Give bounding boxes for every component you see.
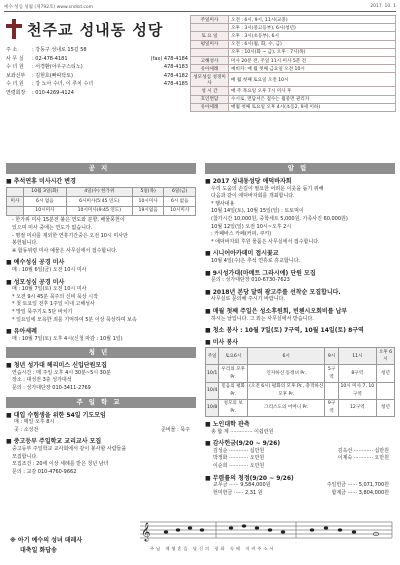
info-row [6, 89, 188, 98]
info-row [6, 46, 188, 55]
table-cell: 8구역 [338, 365, 376, 382]
schedule-key: 토 요 일 [191, 32, 229, 40]
schedule-row [191, 65, 396, 73]
text-line: * 첫 토요일 전후 1주일 이내 고해성사 [12, 301, 95, 308]
schedule-key: 고해성사 [191, 56, 229, 64]
psalm-line1: ※ 아기 예수의 성녀 데레사 [10, 537, 83, 544]
info-key: 수 녀 원 [6, 81, 24, 88]
text-line: 다음과 같이 애덕바자회를 개최합니다. [211, 193, 295, 200]
text-line: * 애덕바자회 후원 물품은 사무실에서 접수합니다. [211, 238, 320, 245]
section-body [205, 277, 395, 285]
text-line: 매 : 10월 7일(토) 오전 10시 미사 [12, 286, 87, 293]
schedule-value: 오후 : 3시(초등부), 6시 [229, 32, 396, 40]
schedule-value: 오후 : 3시(중고등부), 6시(청년) [229, 24, 396, 32]
schedule-key: 평일미사 [191, 40, 229, 48]
table-cell: 10시미사 [164, 206, 196, 216]
table-cell: 6시 없음 [23, 197, 66, 207]
text-line: 10월 12일(일) 오전 10시~오후 2시 [211, 223, 292, 230]
text-line: * 일요일에 모욕한 죄를 기억하여 5분 이상 묵상하며 보속 [12, 316, 137, 323]
list-item: 김옥선 ············ 십만원 [337, 447, 389, 454]
info-row [6, 55, 188, 64]
prayer-place: 곳 : 소성전 [14, 426, 39, 433]
table-cell: 우리의 모후 Pr. [219, 365, 248, 382]
parish-header [6, 16, 188, 98]
cross-icon [6, 19, 22, 39]
section-body [6, 267, 196, 275]
section-body [6, 286, 196, 324]
text-line: 중고등부 주일학교 교사회에서 같이 봉사할 사람들을 [12, 446, 127, 453]
table-row [206, 365, 395, 382]
right-column [205, 163, 395, 497]
prayer-time: 매 : 매일 오후 8시 [14, 419, 55, 426]
table-cell: 청년 [376, 399, 394, 416]
list-item: 이순희 ············ 오만원 [213, 463, 265, 469]
section-body [205, 429, 395, 437]
psalm-line2: 대축일 화답송 [20, 547, 57, 554]
info-key: 수 녀 원 [6, 64, 24, 71]
info-phone [150, 89, 188, 98]
text-line: 모집조건 : 20세 이상 세례를 받은 청년 남녀 [12, 461, 109, 468]
schedule-value: 오전 : 6시, 9시, 11시(교중) [229, 16, 396, 24]
text-line: (참가시간 10,000원, 중학세트 5,000원, 가족사진 60,000원) [211, 215, 348, 222]
text-line: 우리 도움의 손길이 필요한 어려운 이웃을 돕기 위해 [211, 185, 324, 192]
table-header-cell: 토요6시 [219, 348, 248, 365]
table-header-row [7, 187, 196, 197]
schedule-key: 유아세례 [191, 65, 229, 73]
table-cell: 10시미사 [132, 197, 164, 207]
text-line: - 명절 미사를 제외한 연휴기간중은 오전 10시 미사만 [12, 232, 128, 239]
section-body [6, 370, 196, 393]
section-title: ■ 청소 봉사 : 10월 7일(토) 7구역, 10월 14일(토) 8구역 [205, 327, 364, 335]
table-row [206, 382, 395, 399]
schedule-key [191, 24, 229, 32]
section-body [205, 186, 395, 247]
schedule-key: 성모성심 성경미사 [191, 73, 229, 87]
offering-totals [205, 482, 395, 497]
topbar-date: 2017. 10. 1 [370, 4, 396, 9]
list-item: 이제숙 ············ 오만원 [337, 455, 389, 462]
chuseok-notes [6, 217, 196, 255]
text-line: : 카페바스 카페(커피, 쿠키) [211, 231, 272, 238]
table-header-cell: 오후 6시 [376, 348, 394, 365]
text-line: 문의 : 성가대단장 010-6730-7623 [211, 277, 290, 284]
table-cell: 믿음의 평화 Pr. [219, 382, 248, 399]
info-key: 주 소 [6, 47, 18, 53]
section-body [205, 258, 395, 266]
mass-service-table [205, 347, 395, 417]
section-title: ■ 중고등부 주일학교 교리교사 모집 [6, 438, 102, 446]
table-cell [7, 187, 24, 197]
treble-clef-icon: 𝄞 [141, 522, 151, 541]
table-row [7, 206, 196, 216]
section-title: ■ 감사헌금(9/20 ~ 9/26) [205, 440, 281, 448]
schedule-value: 수시로, 면담서은 접수는 월중면 관리자 [229, 95, 396, 103]
schedule-row [191, 87, 396, 95]
parish-info [6, 46, 188, 98]
list-item: 교무금 ······ 9,584,000원 [213, 482, 271, 489]
table-cell: (오전 6시) 평화의 모후 Pr., 충격하신 모후 Pr. [247, 382, 324, 399]
table-row [206, 399, 395, 416]
table-cell: 10시미사(9:45 연도) [66, 206, 132, 216]
section-title: ■ 대입 수험생을 위한 54일 기도모임 [6, 411, 106, 419]
info-value: : 010-4269-4124 [32, 89, 74, 96]
table-cell: 6시미사(5:45 연도) [66, 197, 132, 207]
info-phone: (fax) 478-4184 [150, 55, 188, 62]
table-cell: 미사 [7, 197, 24, 207]
left-column [6, 163, 196, 476]
text-line: 장소 : 대성전 3층 성가대석 [12, 377, 72, 384]
table-cell: 10시 미사 7, 10구역 [338, 382, 376, 399]
schedule-row [191, 24, 396, 32]
notices-banner: 알림 [205, 163, 395, 174]
table-cell [325, 382, 338, 399]
table-cell: 6시 없음 [164, 197, 196, 207]
logo-row [6, 16, 188, 42]
info-key: 보좌신부 [6, 72, 26, 79]
text-line: 사무실로 문의해 주시기 바랍니다. [211, 296, 285, 303]
text-line: 매 : 10월 6일(금) 오전 10시 미사 [12, 266, 87, 273]
schedule-row [191, 95, 396, 103]
section-title: ■ 미사 봉사 [205, 338, 239, 346]
table-cell: 10/4 [206, 382, 219, 399]
table-header-cell: 4일(수) 한가위 [66, 187, 132, 197]
table-cell: 10시미사 [23, 206, 66, 216]
schedule-key: 주일미사 [191, 16, 229, 24]
table-cell [7, 206, 24, 216]
section-body [6, 427, 196, 435]
info-value: : 강동구 성내로 15길 58 [32, 47, 87, 53]
text-line: 봉헌됩니다. [12, 240, 38, 247]
section-body [205, 296, 395, 304]
table-header-cell: 11시 [338, 348, 376, 365]
schedule-key: 유아세례 [191, 103, 229, 111]
score-lyrics: 주님 제영혼을 당신의 평화 속에 지켜주소서 [150, 546, 276, 551]
chuseok-mass-table [6, 187, 196, 217]
section-title: ■ 9시성가대(마메트 그라시에) 단원 모집 [205, 269, 316, 277]
schedule-row [191, 48, 396, 56]
text-line: 매 : 10월 7일(토) 오후 4시(신청 마감 : 10월 1일) [12, 335, 123, 342]
table-cell: 5구역 [325, 365, 338, 382]
info-row [6, 72, 188, 81]
text-line: 10월 4일(수)은 추석 연휴로 휴교합니다. [211, 257, 301, 264]
table-header-cell: 5일(목) [132, 187, 164, 197]
music-score [136, 512, 396, 562]
list-item: 헌미헌금 ······ 2,31 원 [213, 489, 263, 496]
schedule-value: 매월 첫째 토요일 오후 4시(초등2, 9세 이하) [229, 103, 396, 111]
thanks-offering-list [205, 448, 395, 471]
section-body [6, 446, 196, 476]
section-title: ■ 2018년 본당 달력 광고주를 선착순 모집합니다. [205, 288, 341, 296]
info-phone [150, 46, 188, 55]
text-line: 있으며 미사 중에는 연도가 없습니다. [12, 224, 93, 231]
schedule-row [191, 40, 396, 48]
info-key: 연령회장 [6, 89, 26, 96]
table-cell: 19시없음 [132, 206, 164, 216]
text-line: * 행사내용 [211, 200, 235, 207]
list-item: 박정화 ············ 오만원 [213, 455, 265, 462]
text-line: * 망일 묵주기도 5단 바치기 [12, 308, 73, 315]
section-title: ■ 시니어아카데미 접시꽃교 [205, 250, 279, 258]
table-header-cell: 9시 [325, 348, 338, 365]
table-cell: 10/8 [206, 399, 219, 416]
schedule-row [191, 32, 396, 40]
section-title: ■ 노인대학 관측 [205, 421, 250, 429]
text-line: ※ 합동위령 미사 예물은 사무실에서 접수합니다. [12, 247, 118, 254]
section-body [205, 316, 395, 324]
topbar-left: 예수 성심 성월 (제792호) www.sndsd.com [4, 5, 93, 10]
mass-schedule-table [190, 15, 396, 112]
list-row [205, 463, 395, 471]
table-cell: 성모의 보 Pr. [219, 399, 248, 416]
youth-banner: 청년 [6, 347, 196, 358]
table-header-cell: 6일(금) [164, 187, 196, 197]
list-row [205, 482, 395, 490]
table-header-cell: 10월 3일(화) [23, 187, 66, 197]
schedule-value: 미사 20분 전, 주일 11시 미사 5분 전 [229, 56, 396, 64]
section-title: ■ 2017 성내동성당 애덕바자회 [205, 178, 292, 185]
section-body [6, 419, 196, 427]
list-item: 합계금 ······ 3,804,000원 [331, 489, 389, 496]
schedule-value: 예비자: 매 월 첫째 금요일 오전 10시 [229, 65, 396, 73]
table-header-cell: 6시 [247, 348, 324, 365]
page-topbar [4, 4, 396, 12]
schedule-row [191, 56, 396, 64]
text-line: 문의 : 성가대단장 010-3411-2769 [12, 385, 91, 392]
text-line: 하시는 날입니다. 그 외는 사무실에서 받습니다. [211, 315, 314, 322]
table-header-row [206, 348, 395, 365]
schedule-value: 오전 : 6시(월, 화, 수, 금) [229, 40, 396, 48]
info-value: : 강 노아 수녀, 이 루치 수녀 [32, 81, 94, 88]
schedule-key [191, 48, 229, 56]
schedule-value: 매 월 첫째 토요일 오전 10시 [229, 73, 396, 87]
info-key: 사 무 실 [6, 55, 24, 62]
psalm-caption [10, 536, 135, 556]
table-header-cell: 주일 [206, 348, 219, 365]
schedule-value: 매 주 목요일 오후 7시 미사 후 [229, 87, 396, 95]
text-line: 10월 14일(토), 10월 15일(일) : 토토먹이 [211, 208, 304, 215]
text-line: 총 합 계 ·············· 이쉽런원 [211, 428, 274, 435]
table-cell [376, 382, 394, 399]
table-cell: 9구역 [325, 399, 338, 416]
list-row [205, 455, 395, 463]
table-cell: 그리스도의 어머니 Pr. [247, 399, 324, 416]
section-title: ■ 예수성심 공경 미사 [6, 259, 65, 267]
section-body [6, 336, 196, 344]
schedule-value: 오후 : 10시(화 ~ 금), 오후 : 7시(목) [229, 48, 396, 56]
info-value: : 02-478-4181 [32, 55, 68, 62]
section-title: ■ 성모성심 공경 미사 [6, 278, 65, 286]
section-title: ■ 매월 첫째 주일은 성소후원회, 빈첸시오회비를 납부 [205, 307, 348, 315]
table-cell: 12구역 [338, 399, 376, 416]
info-value: : 서경환(아우구스티노) [32, 64, 83, 71]
info-phone: 478-4185 [163, 81, 188, 88]
list-item: 김성순 ············ 십만원 [213, 447, 265, 454]
list-item: 주일헌금 ······ 5,071,700원 [326, 482, 389, 489]
schedule-key: 성 시 간 [191, 87, 229, 95]
table-cell: 청년 [376, 365, 394, 382]
text-line: - 한가위 미사 15분전 불은 연도와 분향, 배물몽헌이 [12, 217, 125, 224]
text-line: 모집합니다. [12, 453, 38, 460]
table-cell: 인자하신 동정녀 Pr. [247, 365, 324, 382]
section-title: ■ 유아세례 [6, 328, 37, 336]
info-row [6, 80, 188, 89]
section-title: ■ 추석연휴 미사시간 변경 [6, 178, 76, 185]
text-line: 문의 : 교감 010-4760-9662 [12, 468, 77, 475]
info-value: : 김현호(빠따닥토) [32, 72, 73, 79]
table-cell: 10/1 [206, 365, 219, 382]
list-row [205, 490, 395, 498]
section-title: ■ 청년 성가대 헤리미스 신입단원모집 [6, 362, 107, 370]
schedule-key: 호인면담 [191, 95, 229, 103]
parish-name: 천주교 성내동 성당 [27, 20, 164, 39]
info-row [6, 63, 188, 72]
text-line: * 오전 9시 45분 묵주의 신비 묵상 시작 [12, 293, 98, 300]
schedule-row [191, 103, 396, 111]
info-phone: 478-4183 [163, 64, 188, 71]
notice-banner: 공지 [6, 163, 196, 174]
table-row [7, 197, 196, 207]
prayer-supplies: 준비물 : 묵주 [160, 426, 190, 433]
schedule-row [191, 73, 396, 87]
info-phone: 478-4182 [163, 72, 188, 79]
schedule-row [191, 16, 396, 24]
section-title: ■ 무렴률의 청정(9/20 ~ 9/26) [205, 474, 294, 482]
sunday-school-banner: 주일학교 [6, 397, 196, 408]
text-line: 연습시간 : 매 주일 오후 4시 30분~5시 30분 [12, 369, 111, 376]
